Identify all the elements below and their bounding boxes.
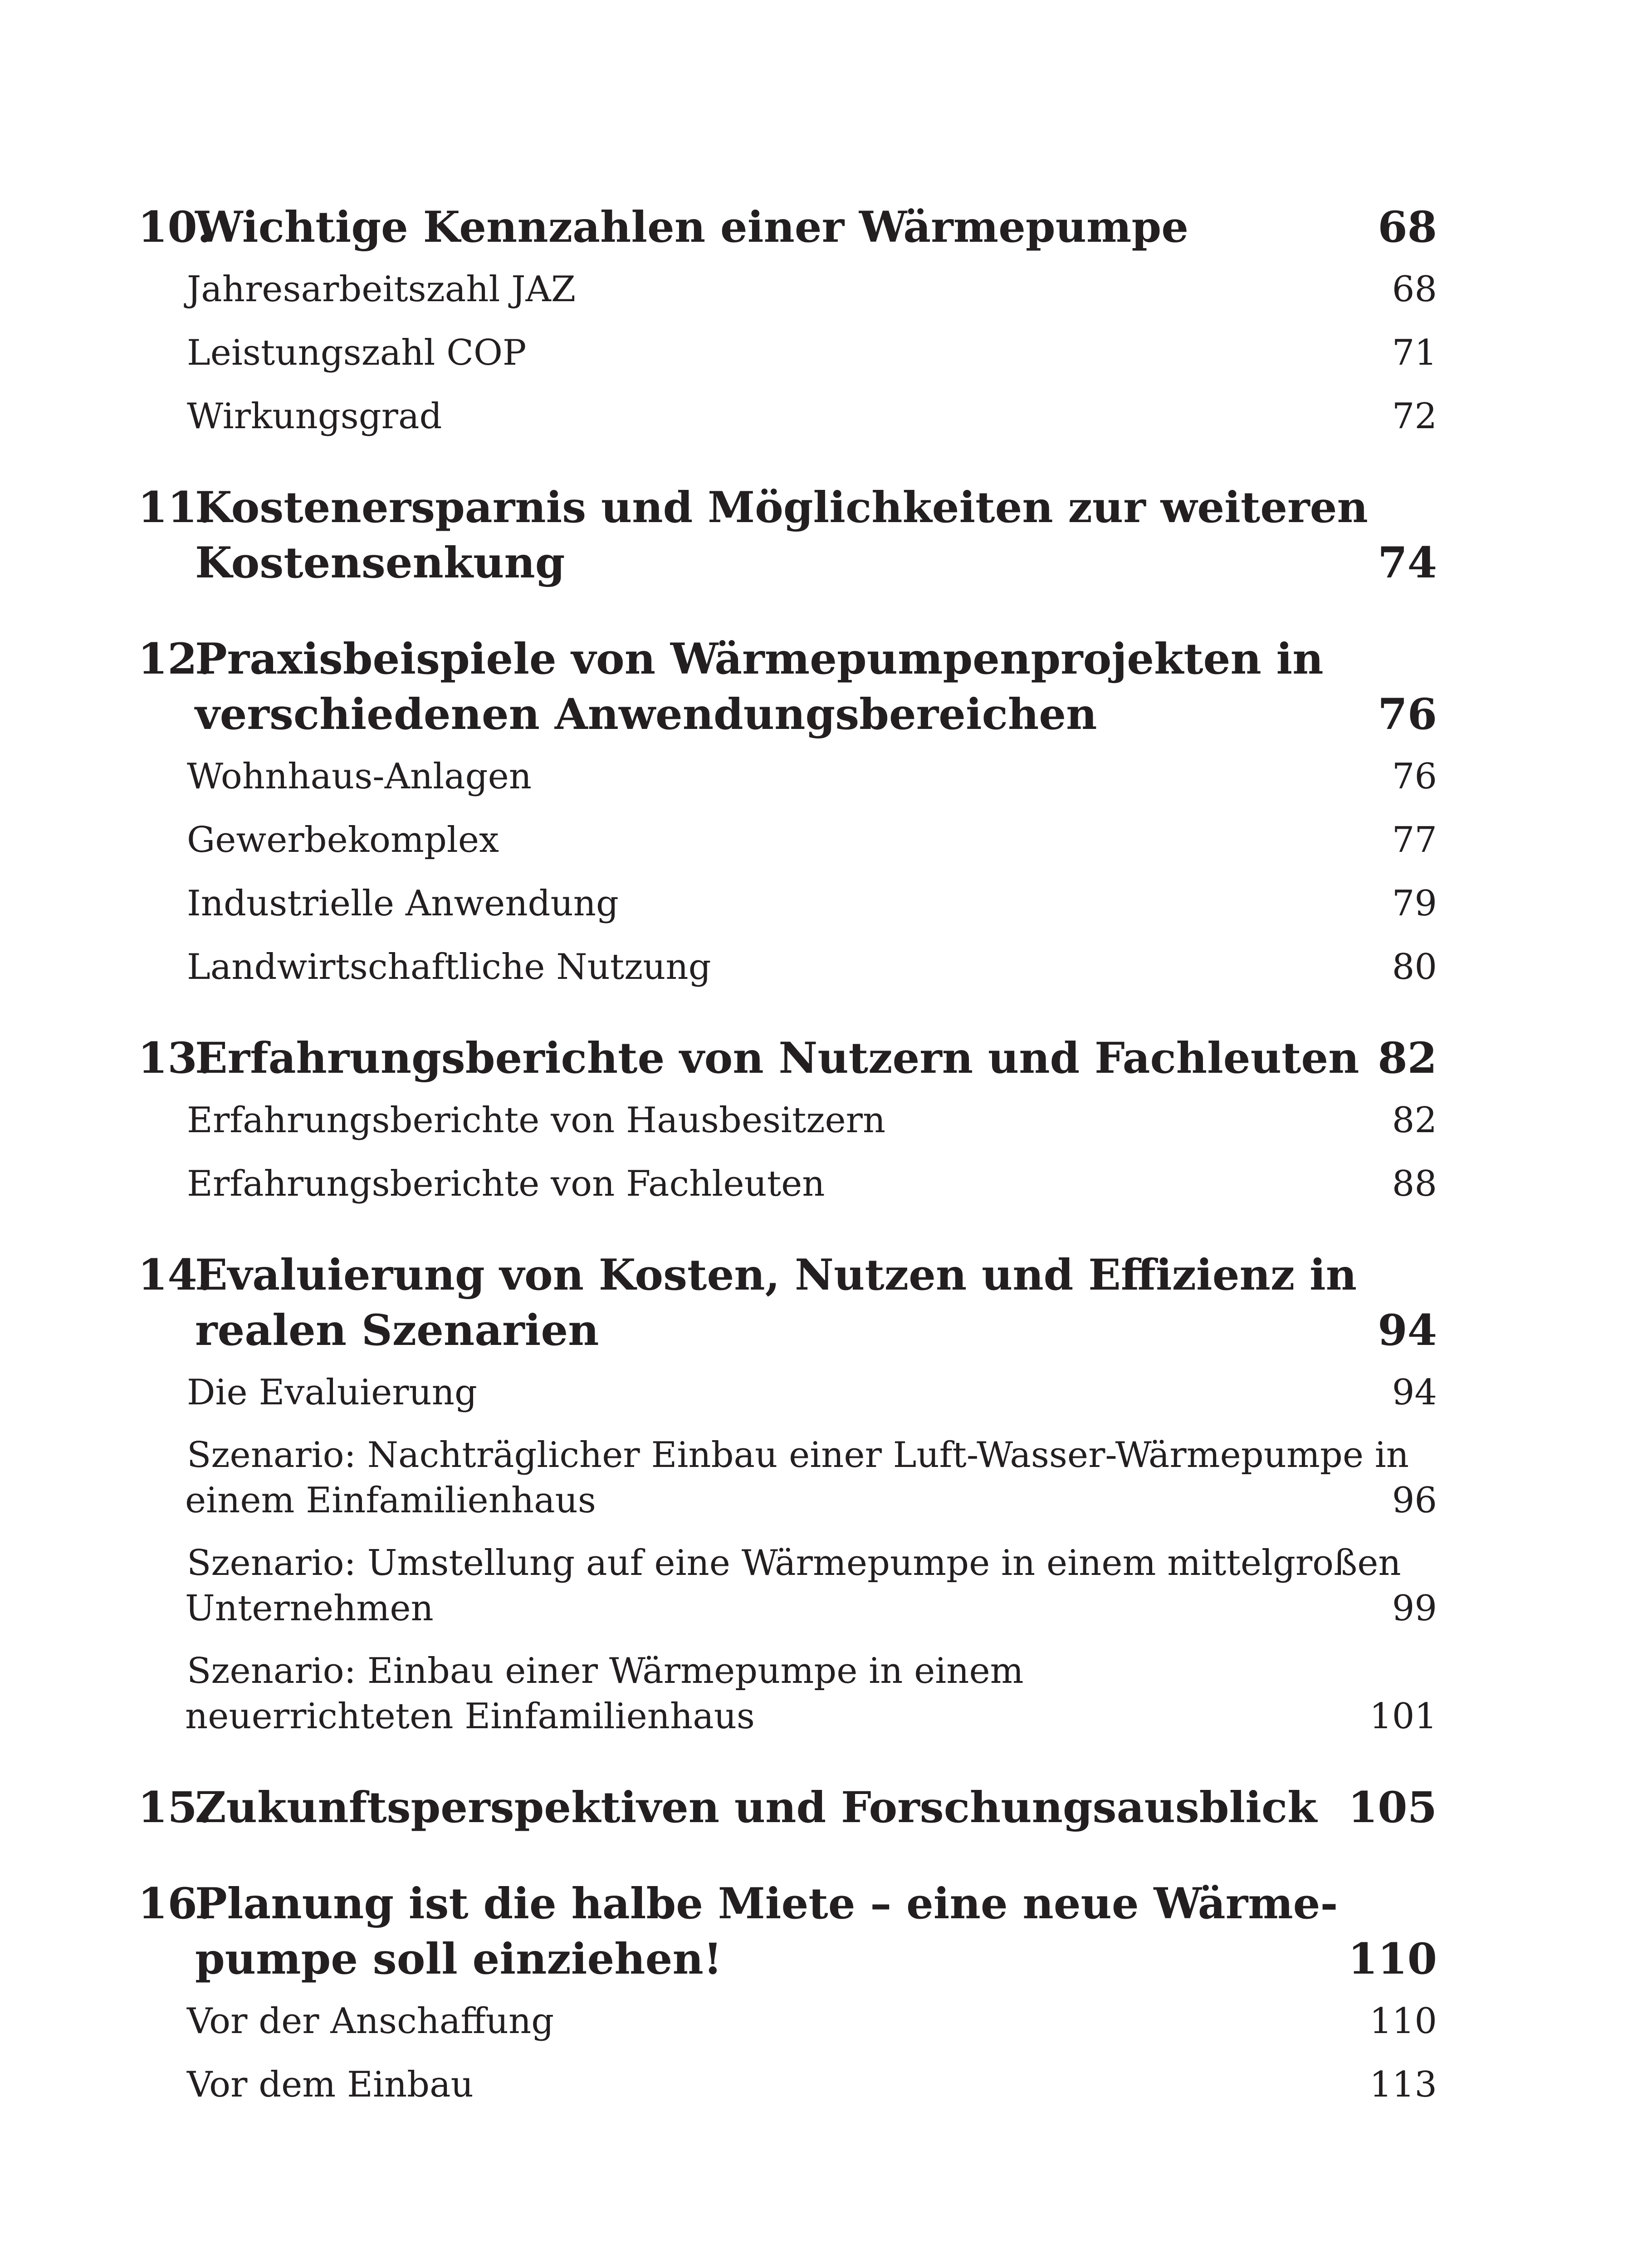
subsection-title-line: Szenario: Nachträglicher Einbau einer Luft-Wasser-Wärmepumpe in [187,1435,1409,1476]
toc-subsection-entry[interactable] [138,2062,1437,2107]
table-of-contents [138,200,1437,2107]
chapter-page-number: 76 [1378,689,1437,739]
toc-subsection-entry[interactable] [138,1540,1437,1631]
subsection-title-line: Vor dem Einbau [187,2064,474,2105]
subsection-title-line: Unternehmen [185,1588,434,1629]
subsection-title-line: Wohnhaus-Anlagen [187,756,532,797]
subsection-page-number: 99 [1392,1588,1437,1629]
toc-subsection-entry[interactable] [138,1648,1437,1739]
toc-chapter-entry[interactable] [138,1031,1437,1086]
chapter-number: 11. [138,483,212,533]
toc-chapter-entry[interactable] [138,1876,1437,1987]
chapter-title-line: realen Szenarien [195,1305,599,1355]
chapter-title-line: Praxisbeispiele von Wärmepumpenprojekten in [195,634,1324,684]
chapter-title-line: Zukunftsperspektiven und Forschungsausblick [195,1783,1317,1833]
toc-subsection-entry[interactable] [138,1098,1437,1143]
chapter-title-line: Kostenersparnis und Möglichkeiten zur weiteren [195,483,1368,533]
chapter-title-line: Kostensenkung [195,538,565,588]
toc-subsection-entry[interactable] [138,394,1437,439]
toc-subsection-entry[interactable] [138,267,1437,312]
chapter-number: 10. [138,202,212,252]
subsection-page-number: 96 [1392,1480,1437,1521]
toc-chapter-entry[interactable] [138,200,1437,255]
chapter-page-number: 68 [1378,202,1437,252]
subsection-page-number: 71 [1392,332,1437,373]
chapter-title-line: Planung ist die halbe Miete – eine neue Wärme- [195,1879,1338,1929]
subsection-page-number: 68 [1392,269,1437,310]
subsection-page-number: 88 [1392,1163,1437,1204]
subsection-title-line: Jahresarbeitszahl JAZ [187,269,576,310]
subsection-page-number: 76 [1392,756,1437,797]
subsection-page-number: 113 [1369,2064,1437,2105]
toc-chapter-entry[interactable] [138,1247,1437,1358]
subsection-page-number: 80 [1392,947,1437,987]
chapter-title-line: Erfahrungsberichte von Nutzern und Fachleuten [195,1033,1359,1083]
chapter-number: 13. [138,1033,212,1083]
subsection-title-line: Gewerbekomplex [187,820,499,860]
chapter-number: 16. [138,1879,212,1929]
chapter-page-number: 105 [1348,1783,1437,1833]
subsection-page-number: 82 [1392,1100,1437,1141]
chapter-page-number: 110 [1348,1934,1437,1984]
chapter-number: 15. [138,1783,212,1833]
subsection-page-number: 94 [1392,1372,1437,1413]
chapter-number: 12. [138,634,212,684]
chapter-title-line: pumpe soll einziehen! [195,1934,723,1984]
toc-subsection-entry[interactable] [138,944,1437,990]
subsection-title-line: Die Evaluierung [187,1372,477,1413]
subsection-title-line: Szenario: Umstellung auf eine Wärmepumpe in einem mittelgroßen [187,1543,1401,1584]
chapter-number: 14. [138,1250,212,1300]
toc-subsection-entry[interactable] [138,1370,1437,1415]
subsection-title-line: Industrielle Anwendung [187,883,619,924]
chapter-page-number: 94 [1378,1305,1437,1355]
toc-subsection-entry[interactable] [138,754,1437,799]
toc-subsection-entry[interactable] [138,330,1437,376]
subsection-title-line: Landwirtschaftliche Nutzung [187,947,711,987]
chapter-page-number: 74 [1378,538,1437,588]
toc-subsection-entry[interactable] [138,1161,1437,1207]
toc-subsection-entry[interactable] [138,881,1437,926]
subsection-title-line: Vor der Anschaffung [187,2001,554,2042]
toc-chapter-entry[interactable] [138,631,1437,742]
subsection-title-line: neuerrichteten Einfamilienhaus [185,1696,755,1737]
toc-chapter-entry[interactable] [138,1780,1437,1835]
subsection-page-number: 77 [1392,820,1437,860]
chapter-title-line: verschiedenen Anwendungsbereichen [195,689,1097,739]
subsection-page-number: 110 [1369,2001,1437,2042]
subsection-title-line: Szenario: Einbau einer Wärmepumpe in einem [187,1651,1024,1691]
chapter-page-number: 82 [1378,1033,1437,1083]
subsection-page-number: 79 [1392,883,1437,924]
subsection-title-line: Leistungszahl COP [187,332,527,373]
subsection-title-line: einem Einfamilienhaus [185,1480,596,1521]
subsection-title-line: Erfahrungsberichte von Hausbesitzern [187,1100,886,1141]
subsection-title-line: Wirkungsgrad [187,396,442,437]
chapter-title-line: Evaluierung von Kosten, Nutzen und Effizienz in [195,1250,1357,1300]
subsection-page-number: 101 [1369,1696,1437,1737]
subsection-title-line: Erfahrungsberichte von Fachleuten [187,1163,825,1204]
toc-subsection-entry[interactable] [138,1999,1437,2044]
toc-subsection-entry[interactable] [138,817,1437,863]
toc-chapter-entry[interactable] [138,480,1437,591]
chapter-title-line: Wichtige Kennzahlen einer Wärmepumpe [195,202,1188,252]
toc-subsection-entry[interactable] [138,1432,1437,1523]
subsection-page-number: 72 [1392,396,1437,437]
